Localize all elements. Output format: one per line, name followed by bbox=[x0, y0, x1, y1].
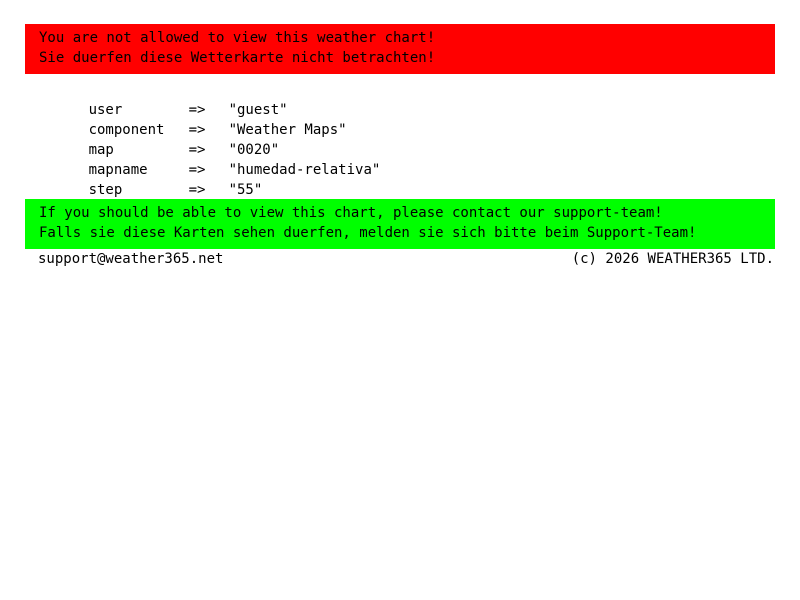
param-arrow: => bbox=[188, 122, 206, 138]
param-arrow: => bbox=[188, 142, 206, 158]
param-key: component bbox=[88, 122, 165, 138]
support-message-de: Falls sie diese Karten sehen duerfen, melden sie sich bitte beim Support-Team! bbox=[39, 225, 697, 241]
param-value: "humedad-relativa" bbox=[228, 162, 381, 178]
support-banner bbox=[25, 199, 775, 249]
param-key: step bbox=[88, 182, 123, 198]
param-arrow: => bbox=[188, 182, 206, 198]
param-value: "guest" bbox=[228, 102, 288, 118]
list-item bbox=[38, 80, 778, 118]
param-value: "0020" bbox=[228, 142, 280, 158]
error-message-en: You are not allowed to view this weather chart! bbox=[39, 30, 436, 46]
param-key: user bbox=[88, 102, 123, 118]
support-message-en: If you should be able to view this chart, please contact our support-team! bbox=[39, 205, 663, 221]
param-arrow: => bbox=[188, 102, 206, 118]
param-key: map bbox=[88, 142, 114, 158]
error-message-de: Sie duerfen diese Wetterkarte nicht betrachten! bbox=[39, 50, 436, 66]
error-banner bbox=[25, 24, 775, 74]
param-key: mapname bbox=[88, 162, 148, 178]
param-arrow: => bbox=[188, 162, 206, 178]
param-value: "55" bbox=[228, 182, 263, 198]
param-value: "Weather Maps" bbox=[228, 122, 347, 138]
footer bbox=[38, 249, 774, 269]
parameter-list bbox=[38, 80, 778, 198]
support-email-link[interactable]: support@weather365.net bbox=[38, 251, 224, 267]
copyright-text: (c) 2026 WEATHER365 LTD. bbox=[571, 251, 774, 267]
